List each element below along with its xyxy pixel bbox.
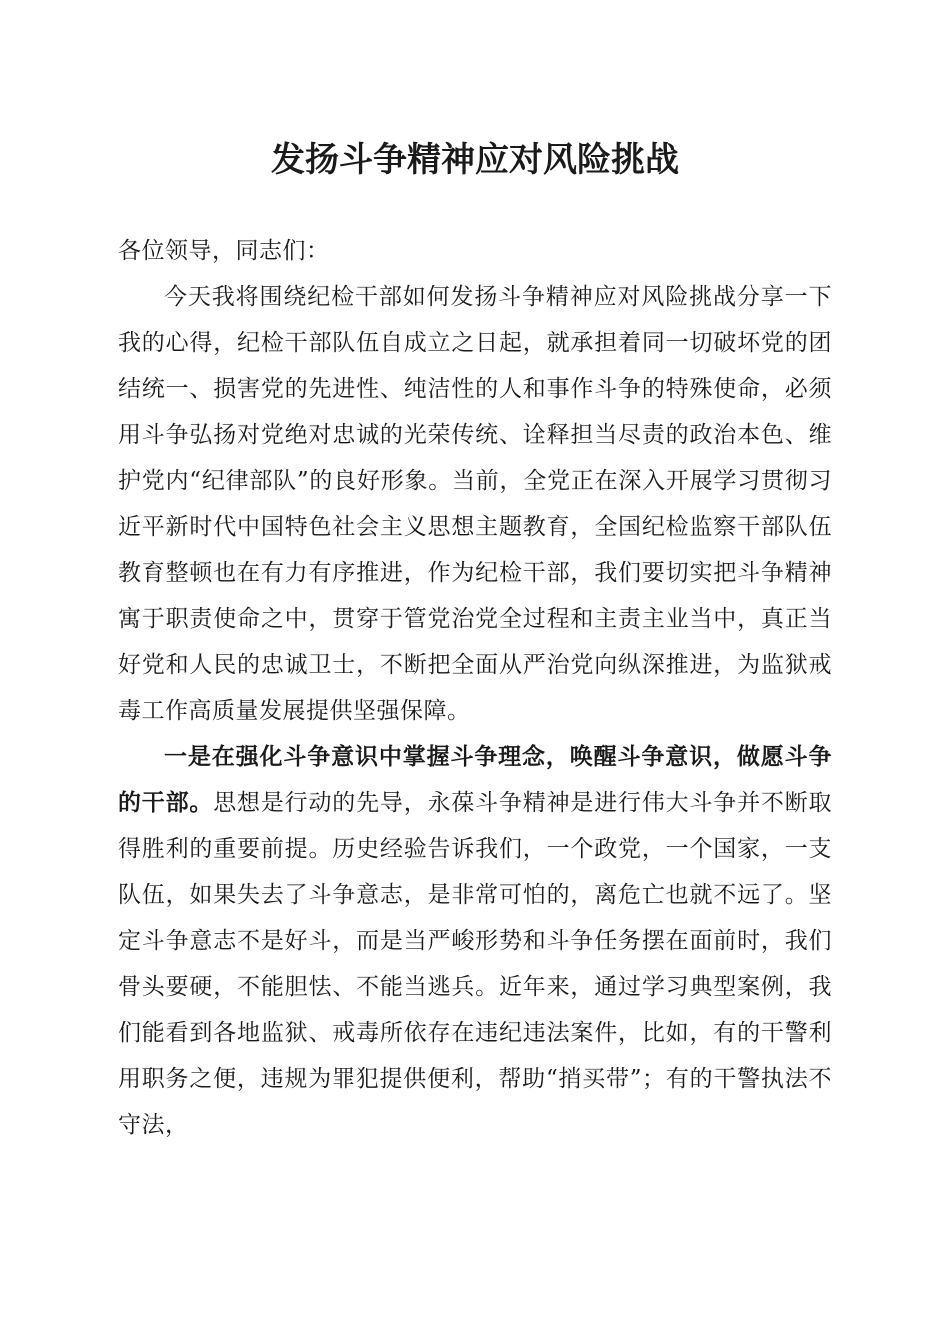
document-title: 发扬斗争精神应对风险挑战 — [271, 140, 679, 180]
paragraph-1: 今天我将围绕纪检干部如何发扬斗争精神应对风险挑战分享一下我的心得，纪检干部队伍自成立之日起，就承担着同一切破坏党的团结统一、损害党的先进性、纯洁性的人和事作斗争的特殊使命，必须用斗争弘扬对党绝对忠诚的光荣传统、诠释担当尽责的政治本色、维护党内“纪律部队”的良好形象。当前，全党正在深入开展学习贯彻习近平新时代中国特色社会主义思想主题教育，全国纪检监察干部队伍教育整顿也在有力有序推进，作为纪检干部，我们要切实把斗争精神寓于职责使命之中，贯穿于管党治党全过程和主责主业当中，真正当好党和人民的忠诚卫士，不断把全面从严治党向纵深推进，为监狱戒毒工作高质量发展提供坚强保障。 — [118, 284, 832, 724]
paragraph-2-body: 思想是行动的先导，永葆斗争精神是进行伟大斗争并不断取得胜利的重要前提。历史经验告诉我们，一个政党，一个国家，一支队伍，如果失去了斗争意志，是非常可怕的，离危亡也就不远了。坚定斗争意志不是好斗，而是当严峻形势和斗争任务摆在面前时，我们骨头要硬，不能胆怯、不能当逃兵。近年来，通过学习典型案例，我们能看到各地监狱、戒毒所依存在违纪违法案件，比如，有的干警利用职务之便，违规为罪犯提供便利，帮助“捎买带”；有的干警执法不守法， — [118, 790, 833, 1138]
paragraph-2 — [118, 734, 832, 1148]
document-body — [118, 228, 832, 1148]
paragraph-2-lead: 一是在强化斗争意识中掌握斗争理念，唤醒斗争意识，做愿斗争的干部。 — [118, 743, 832, 816]
salutation: 各位领导，同志们： — [118, 238, 330, 264]
